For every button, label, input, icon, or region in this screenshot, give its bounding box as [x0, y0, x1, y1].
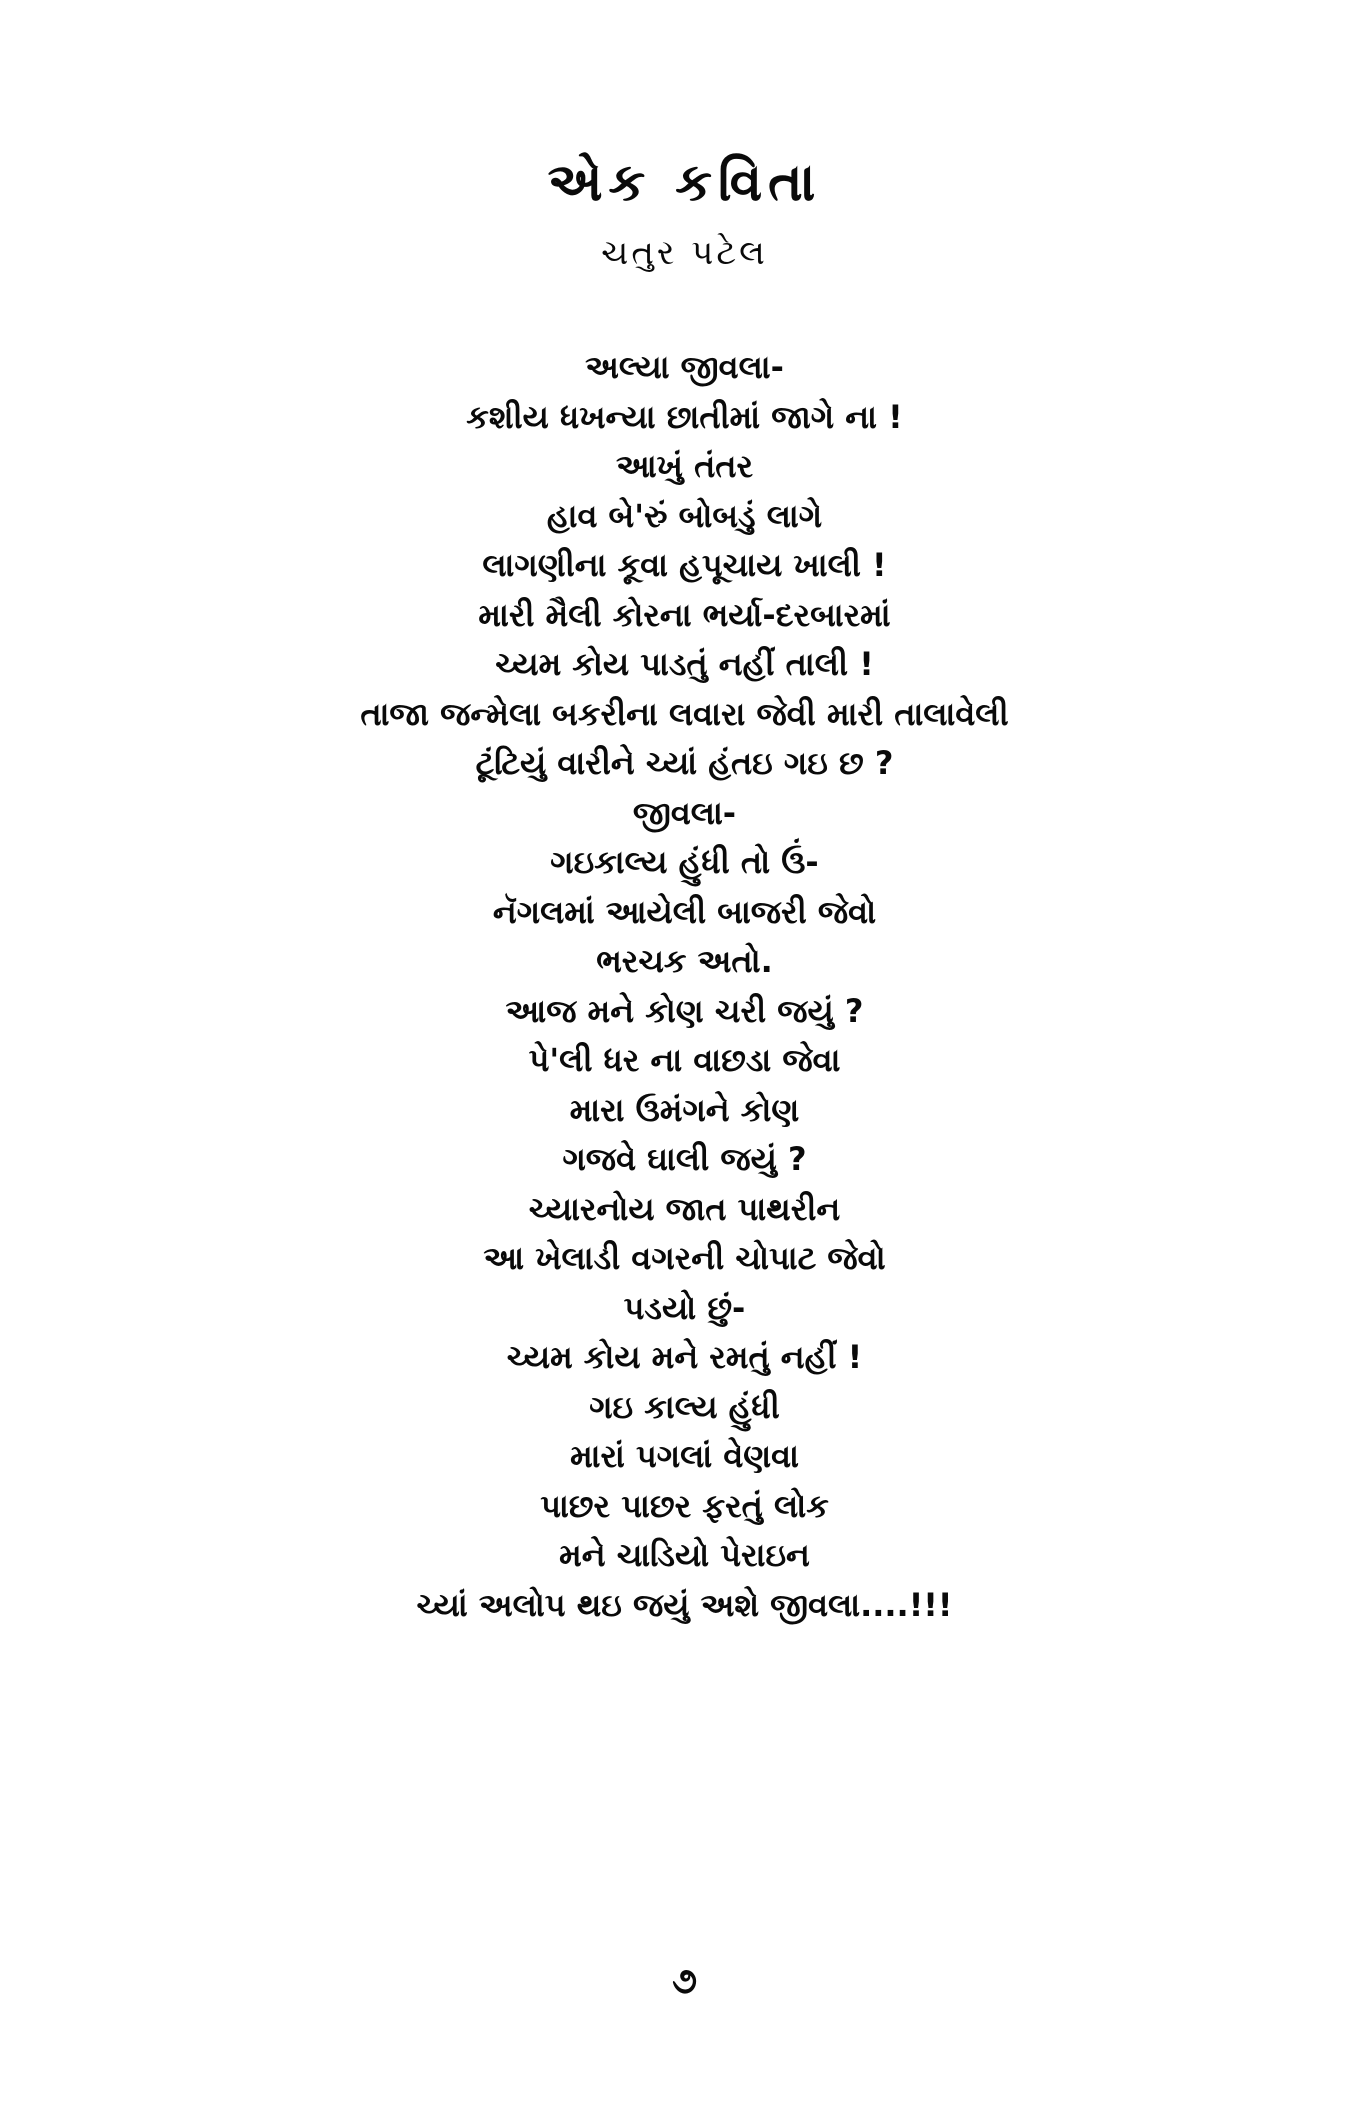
- poem-line: મારાં પગલાં વેણવા: [570, 1437, 799, 1475]
- poem-line: ભરચક અતો.: [596, 942, 773, 980]
- poem-line: ગજવે ઘાલી જયું ?: [562, 1140, 807, 1178]
- poem-line: તાજા જન્મેલા બકરીના લવારા જેવી મારી તાલાવેલી: [360, 694, 1009, 733]
- poem-line: ચ્યમ કોય પાડતું નહીં તાલી !: [495, 645, 874, 683]
- poem-line: ચ્યાં અલોપ થઇ જયું અશે જીવલા....!!!: [416, 1585, 953, 1624]
- poem-line: અલ્યા જીવલા-: [585, 348, 784, 386]
- poem-line: નૅગલમાં આયેલી બાજરી જેવો: [492, 892, 877, 931]
- poem-line: મારી મૈલી કોરના ભર્યા-દરબારમાં: [478, 595, 891, 634]
- poem-line: ચ્યારનોય જાત પાથરીન: [528, 1189, 841, 1228]
- poem-line: ચ્યમ કોય મને રમતું નહીં !: [506, 1338, 863, 1376]
- poem-line: આજ મને કોણ ચરી જયું ?: [505, 991, 864, 1030]
- page-number: ૭: [671, 1961, 698, 2002]
- poem-title: એક કવિતા: [547, 153, 822, 213]
- poem-line: ગઇકાલ્ય હુંધી તો ઉં-: [550, 843, 819, 881]
- poem-line: આ ખેલાડી વગરની ચોપાટ જેવો: [483, 1239, 886, 1277]
- poem-line: મારા ઉમંગને કોણ: [569, 1090, 800, 1129]
- poem-line: પડયો છું-: [623, 1288, 746, 1327]
- poem-line: કશીય ધખન્યા છાતીમાં જાગે ના !: [466, 397, 903, 436]
- poem-line: હાવ બે'રું બોબડું લાગે: [546, 496, 823, 535]
- poem-line: લાગણીના કૂવા હપૂચાય ખાલી !: [482, 546, 887, 584]
- poem-line: ગઇ કાલ્ય હુંધી: [589, 1387, 780, 1426]
- poem-body: [0, 343, 1369, 1630]
- poem-line: જીવલા-: [632, 793, 737, 832]
- poem-line: આખું તંતર: [615, 447, 754, 485]
- poem-line: પે'લી ધર ના વાછડા જેવા: [528, 1041, 841, 1079]
- poem-line: ટૂંટિયું વારીને ચ્યાં હંતઇ ગઇ છ ?: [475, 744, 894, 782]
- poem-author: ચતુર પટેલ: [601, 233, 768, 273]
- poem-line: મને ચાડિયો પેરાઇન: [559, 1536, 810, 1574]
- poem-line: પાછર પાછર ફરતું લોક: [540, 1486, 829, 1525]
